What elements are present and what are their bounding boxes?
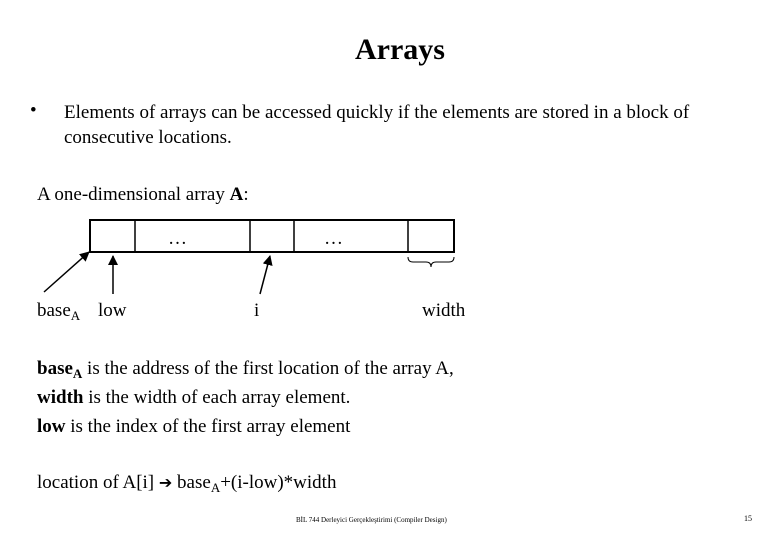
right-arrow-icon: ➔ — [158, 473, 173, 492]
label-i: i — [254, 300, 260, 321]
ellipsis-2: … — [324, 228, 343, 249]
intro-suffix: : — [243, 184, 249, 205]
label-low: low — [98, 300, 127, 321]
footer-course: BİL 744 Derleyici Gerçekleştirimi (Compiler Design) — [296, 516, 447, 524]
definition-base-text: is the address of the first location of the array A, — [82, 358, 454, 379]
page-number: 15 — [744, 514, 752, 523]
formula-rhs: +(i-low)*width — [220, 472, 337, 493]
formula-base: base — [172, 472, 211, 493]
definitions-block — [37, 354, 454, 441]
bullet-marker: • — [30, 100, 37, 121]
slide-title: Arrays — [355, 33, 445, 66]
bullet-text: Elements of arrays can be accessed quickly if the elements are stored in a block of consecutive locations. — [64, 102, 690, 148]
term-width: width — [37, 387, 84, 408]
width-brace — [408, 257, 454, 267]
intro-array-name: A — [229, 184, 244, 205]
term-base-subscript: A — [72, 366, 83, 381]
intro-prefix: A one-dimensional array — [37, 184, 230, 205]
label-base: base — [37, 300, 71, 321]
definition-width-text: is the width of each array element. — [83, 387, 351, 408]
definition-low-text: is the index of the first array element — [65, 416, 351, 437]
location-formula — [37, 472, 336, 494]
definition-width — [37, 383, 454, 412]
formula-base-subscript: A — [210, 480, 221, 495]
formula-lhs: location of A[i] — [37, 472, 159, 493]
array-block — [90, 220, 454, 252]
term-low: low — [37, 416, 66, 437]
ellipsis-1: … — [168, 228, 187, 249]
i-arrow — [260, 256, 270, 294]
definition-base — [37, 354, 454, 383]
label-width: width — [422, 300, 466, 321]
label-base-a — [37, 300, 80, 322]
base-arrow — [44, 252, 89, 292]
definition-low — [37, 412, 454, 441]
term-base: base — [37, 358, 73, 379]
label-base-subscript: A — [70, 308, 81, 323]
